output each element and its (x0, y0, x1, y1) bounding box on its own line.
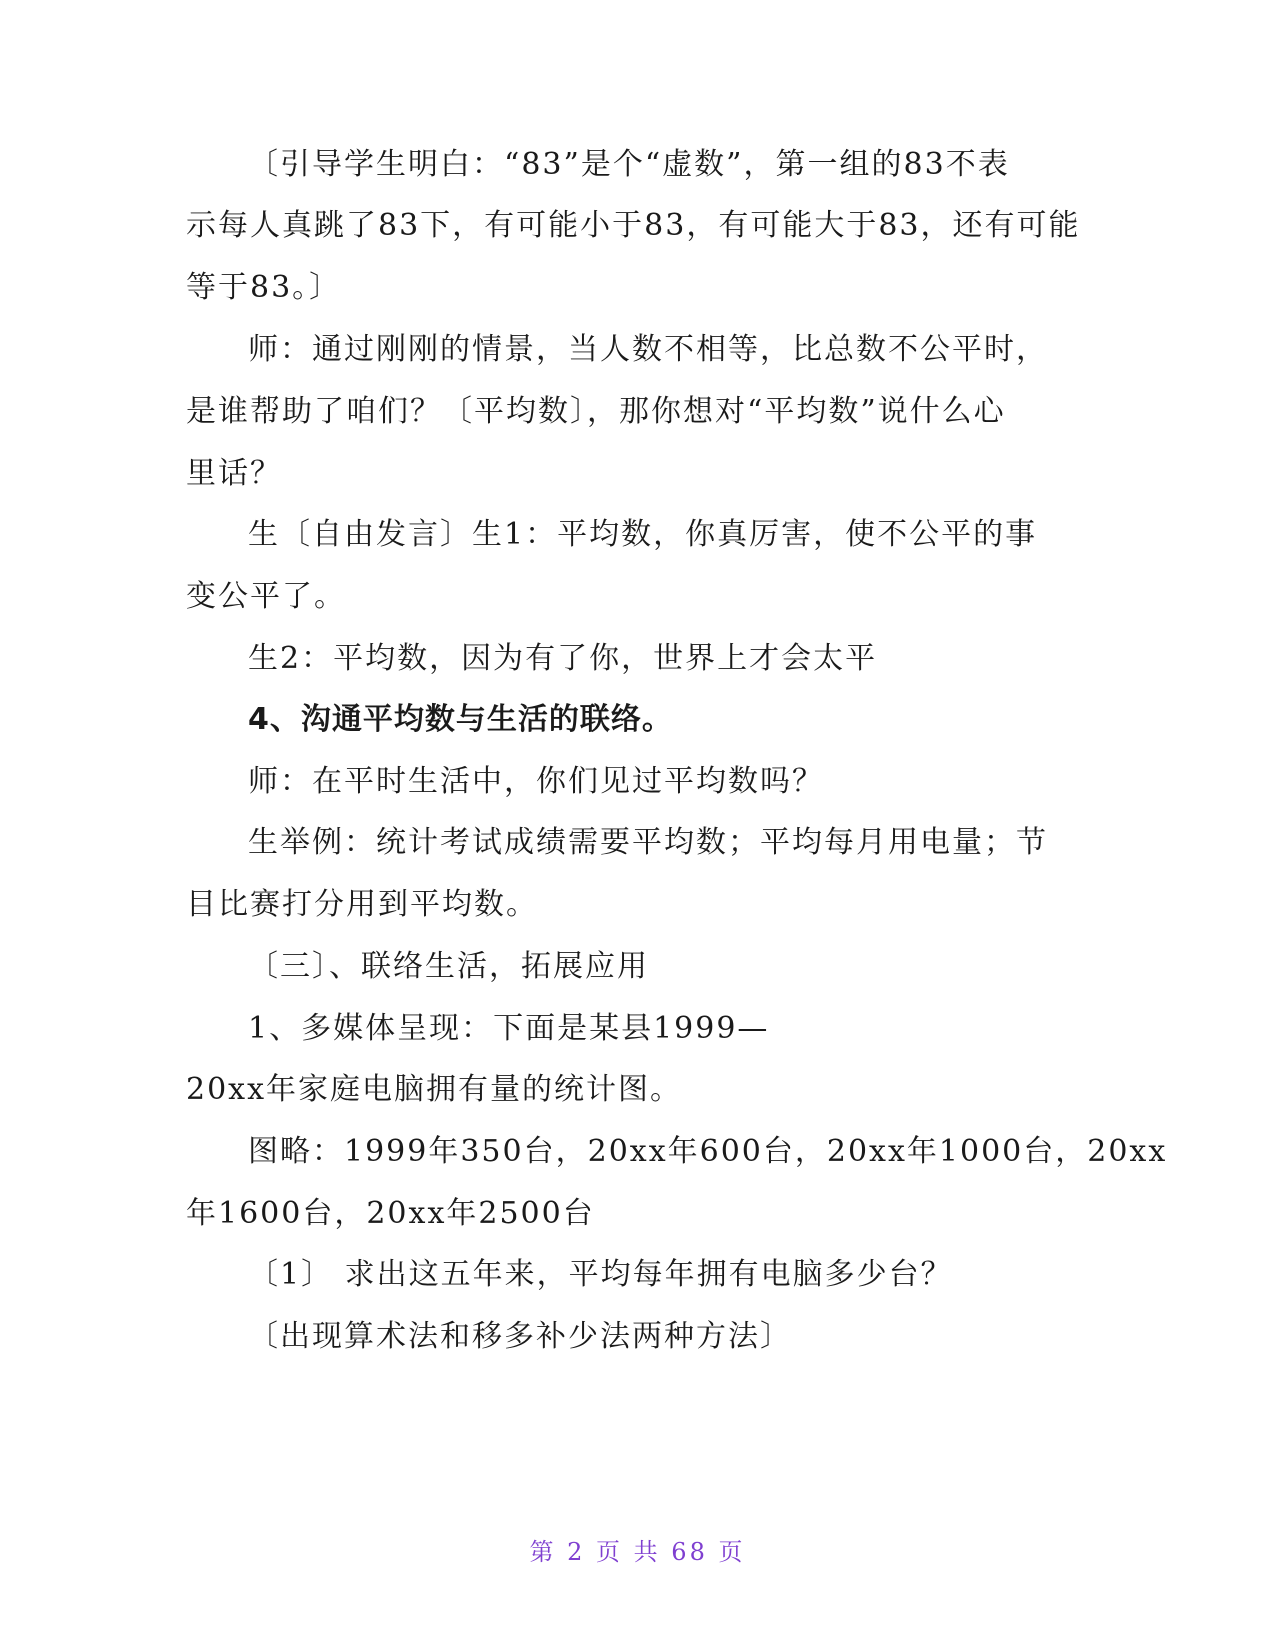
paragraph-line: 20xx年家庭电脑拥有量的统计图。 (186, 1072, 683, 1107)
paragraph-line: 目比赛打分用到平均数。 (186, 887, 538, 922)
paragraph-line: 是谁帮助了咱们？〔平均数〕，那你想对“平均数”说什么心 (186, 394, 1006, 429)
paragraph-line: 图略：1999年350台，20xx年600台，20xx年1000台，20xx (248, 1134, 1168, 1169)
paragraph-line: 〔出现算术法和移多补少法两种方法〕 (248, 1319, 792, 1354)
section-heading: 4、沟通平均数与生活的联络。 (248, 702, 673, 737)
page-footer: 第 2 页 共 68 页 (529, 1538, 746, 1566)
paragraph-line: 师：在平时生活中，你们见过平均数吗？ (248, 764, 824, 799)
paragraph-line: 生举例：统计考试成绩需要平均数；平均每月用电量；节 (248, 825, 1048, 860)
paragraph-line: 年1600台，20xx年2500台 (186, 1196, 595, 1231)
paragraph-line: 〔1〕 求出这五年来，平均每年拥有电脑多少台？ (248, 1257, 953, 1292)
paragraph-line: 里话？ (186, 456, 282, 491)
paragraph-line: 变公平了。 (186, 579, 346, 614)
paragraph-line: 示每人真跳了83下，有可能小于83，有可能大于83，还有可能 (186, 208, 1081, 243)
paragraph-line: 生〔自由发言〕生1：平均数，你真厉害，使不公平的事 (248, 517, 1038, 552)
paragraph-line: 1、多媒体呈现：下面是某县1999— (248, 1011, 770, 1046)
paragraph-line: 〔引导学生明白：“83”是个“虚数”，第一组的83不表 (248, 147, 1010, 182)
paragraph-line: 师：通过刚刚的情景，当人数不相等，比总数不公平时， (248, 332, 1048, 367)
paragraph-line: 生2：平均数，因为有了你，世界上才会太平 (248, 641, 878, 676)
section-heading: 〔三〕、联络生活，拓展应用 (248, 949, 649, 984)
paragraph-line: 等于83。〕 (186, 270, 342, 305)
